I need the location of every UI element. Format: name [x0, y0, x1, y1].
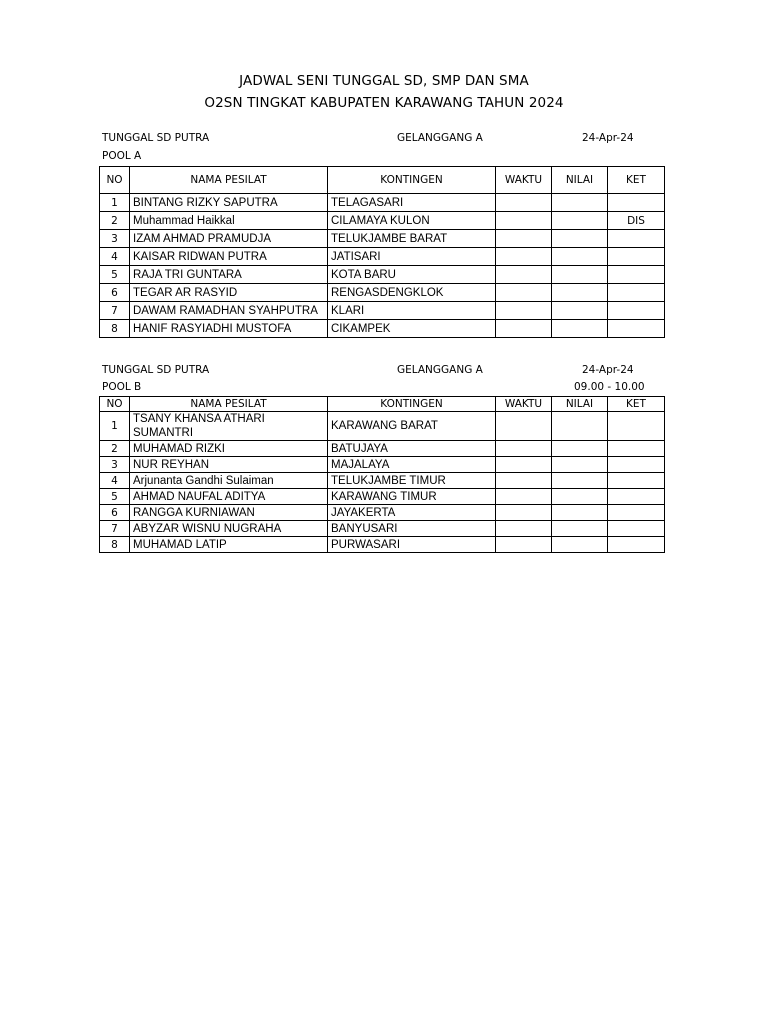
cell-nilai — [552, 212, 608, 230]
cell-waktu — [496, 266, 552, 284]
cell-waktu — [496, 441, 552, 457]
col-nama-header: NAMA PESILAT — [130, 167, 328, 194]
pool-a-arena: GELANGGANG A — [397, 132, 483, 144]
table-header-row — [100, 397, 665, 412]
cell-ket — [608, 457, 665, 473]
cell-kontingen: KOTA BARU — [328, 266, 496, 284]
document-subtitle: O2SN TINGKAT KABUPATEN KARAWANG TAHUN 2024 — [204, 95, 564, 111]
cell-ket: DIS — [608, 212, 665, 230]
cell-nama: DAWAM RAMADHAN SYAHPUTRA — [130, 302, 328, 320]
pool-a-category: TUNGGAL SD PUTRA — [102, 132, 210, 144]
table-row — [100, 230, 665, 248]
cell-kontingen: KARAWANG TIMUR — [328, 489, 496, 505]
cell-waktu — [496, 473, 552, 489]
cell-ket — [608, 505, 665, 521]
cell-kontingen: TELUKJAMBE BARAT — [328, 230, 496, 248]
cell-kontingen: KARAWANG BARAT — [328, 412, 496, 441]
col-kontingen-header: KONTINGEN — [328, 167, 496, 194]
cell-ket — [608, 302, 665, 320]
cell-ket — [608, 194, 665, 212]
cell-ket — [608, 284, 665, 302]
cell-nilai — [552, 441, 608, 457]
table-row — [100, 266, 665, 284]
col-nilai-header: NILAI — [552, 397, 608, 412]
cell-nilai — [552, 537, 608, 553]
cell-kontingen: KLARI — [328, 302, 496, 320]
cell-nama: ABYZAR WISNU NUGRAHA — [130, 521, 328, 537]
cell-no: 7 — [100, 302, 130, 320]
cell-no: 5 — [100, 489, 130, 505]
cell-nama: TEGAR AR RASYID — [130, 284, 328, 302]
cell-no: 5 — [100, 266, 130, 284]
cell-kontingen: BATUJAYA — [328, 441, 496, 457]
cell-no: 2 — [100, 212, 130, 230]
cell-nilai — [552, 521, 608, 537]
pool-b-date: 24-Apr-24 — [582, 364, 634, 376]
cell-waktu — [496, 521, 552, 537]
cell-nilai — [552, 505, 608, 521]
document-title: JADWAL SENI TUNGGAL SD, SMP DAN SMA — [239, 73, 529, 89]
cell-nilai — [552, 284, 608, 302]
pool-a-label: POOL A — [102, 150, 142, 162]
cell-ket — [608, 412, 665, 441]
cell-nama: Muhammad Haikkal — [130, 212, 328, 230]
pool-b-table — [99, 396, 665, 553]
cell-nilai — [552, 457, 608, 473]
col-nama-header: NAMA PESILAT — [130, 397, 328, 412]
table-row — [100, 284, 665, 302]
cell-ket — [608, 521, 665, 537]
table-row — [100, 320, 665, 338]
col-ket-header: KET — [608, 397, 665, 412]
cell-no: 3 — [100, 457, 130, 473]
pool-a-date: 24-Apr-24 — [582, 132, 634, 144]
col-ket-header: KET — [608, 167, 665, 194]
col-waktu-header: WAKTU — [496, 397, 552, 412]
cell-waktu — [496, 194, 552, 212]
col-nilai-header: NILAI — [552, 167, 608, 194]
cell-no: 6 — [100, 505, 130, 521]
table-row — [100, 537, 665, 553]
cell-nama: Arjunanta Gandhi Sulaiman — [130, 473, 328, 489]
pool-b-category: TUNGGAL SD PUTRA — [102, 364, 210, 376]
cell-no: 6 — [100, 284, 130, 302]
cell-nilai — [552, 489, 608, 505]
table-row — [100, 473, 665, 489]
cell-ket — [608, 489, 665, 505]
cell-kontingen: CILAMAYA KULON — [328, 212, 496, 230]
cell-nilai — [552, 230, 608, 248]
table-row — [100, 302, 665, 320]
cell-nama: RANGGA KURNIAWAN — [130, 505, 328, 521]
cell-waktu — [496, 230, 552, 248]
cell-nilai — [552, 248, 608, 266]
cell-kontingen: PURWASARI — [328, 537, 496, 553]
col-kontingen-header: KONTINGEN — [328, 397, 496, 412]
pool-b-time: 09.00 - 10.00 — [574, 381, 645, 393]
cell-kontingen: BANYUSARI — [328, 521, 496, 537]
pool-a-table — [99, 166, 665, 338]
cell-nama: RAJA TRI GUNTARA — [130, 266, 328, 284]
cell-waktu — [496, 248, 552, 266]
cell-ket — [608, 266, 665, 284]
col-waktu-header: WAKTU — [496, 167, 552, 194]
table-row — [100, 248, 665, 266]
cell-no: 3 — [100, 230, 130, 248]
cell-nama: HANIF RASYIADHI MUSTOFA — [130, 320, 328, 338]
cell-ket — [608, 230, 665, 248]
cell-ket — [608, 537, 665, 553]
cell-nama: NUR REYHAN — [130, 457, 328, 473]
cell-waktu — [496, 505, 552, 521]
pool-b-label: POOL B — [102, 381, 142, 393]
cell-ket — [608, 441, 665, 457]
cell-waktu — [496, 320, 552, 338]
cell-kontingen: JAYAKERTA — [328, 505, 496, 521]
col-no-header: NO — [100, 167, 130, 194]
cell-no: 4 — [100, 248, 130, 266]
cell-no: 1 — [100, 194, 130, 212]
table-row — [100, 505, 665, 521]
cell-nilai — [552, 302, 608, 320]
cell-kontingen: TELAGASARI — [328, 194, 496, 212]
table-header-row — [100, 167, 665, 194]
cell-kontingen: CIKAMPEK — [328, 320, 496, 338]
table-row — [100, 194, 665, 212]
cell-nama: IZAM AHMAD PRAMUDJA — [130, 230, 328, 248]
cell-ket — [608, 248, 665, 266]
table-row — [100, 489, 665, 505]
cell-ket — [608, 320, 665, 338]
cell-nama: TSANY KHANSA ATHARI SUMANTRI — [130, 412, 328, 441]
cell-nilai — [552, 194, 608, 212]
cell-no: 1 — [100, 412, 130, 441]
col-no-header: NO — [100, 397, 130, 412]
cell-waktu — [496, 412, 552, 441]
cell-no: 8 — [100, 537, 130, 553]
cell-kontingen: MAJALAYA — [328, 457, 496, 473]
cell-ket — [608, 473, 665, 489]
cell-nama: AHMAD NAUFAL ADITYA — [130, 489, 328, 505]
table-row — [100, 412, 665, 441]
cell-nama: KAISAR RIDWAN PUTRA — [130, 248, 328, 266]
cell-no: 7 — [100, 521, 130, 537]
table-row — [100, 441, 665, 457]
cell-nama: MUHAMAD RIZKI — [130, 441, 328, 457]
cell-nama: MUHAMAD LATIP — [130, 537, 328, 553]
cell-waktu — [496, 457, 552, 473]
cell-waktu — [496, 212, 552, 230]
cell-waktu — [496, 302, 552, 320]
table-row — [100, 521, 665, 537]
cell-nilai — [552, 412, 608, 441]
cell-nama: BINTANG RIZKY SAPUTRA — [130, 194, 328, 212]
cell-waktu — [496, 489, 552, 505]
cell-kontingen: JATISARI — [328, 248, 496, 266]
pool-b-arena: GELANGGANG A — [397, 364, 483, 376]
cell-waktu — [496, 284, 552, 302]
cell-kontingen: RENGASDENGKLOK — [328, 284, 496, 302]
cell-nilai — [552, 266, 608, 284]
table-row — [100, 212, 665, 230]
cell-no: 2 — [100, 441, 130, 457]
cell-nilai — [552, 473, 608, 489]
table-row — [100, 457, 665, 473]
cell-no: 8 — [100, 320, 130, 338]
cell-no: 4 — [100, 473, 130, 489]
cell-kontingen: TELUKJAMBE TIMUR — [328, 473, 496, 489]
cell-nilai — [552, 320, 608, 338]
cell-waktu — [496, 537, 552, 553]
